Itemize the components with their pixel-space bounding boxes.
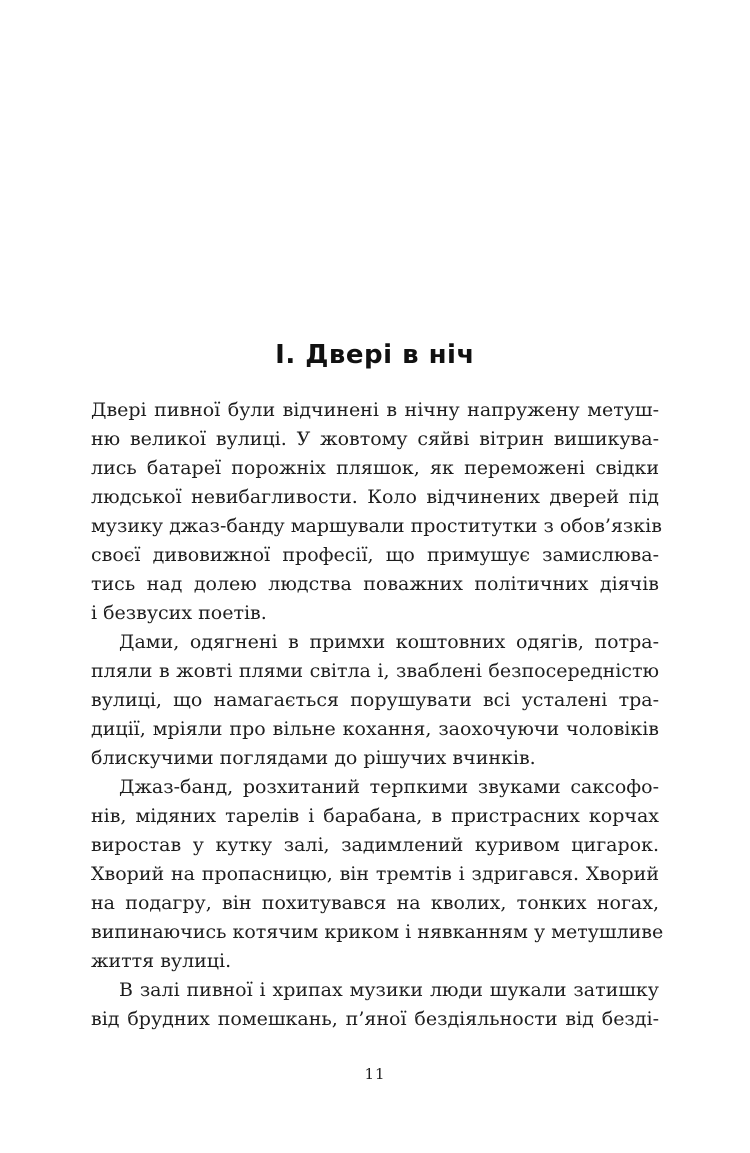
text-line: на подагру, він похитувався на кволих, тонких ногах, <box>91 892 659 914</box>
text-line: Джаз-банд, розхитаний терпкими звуками саксофо- <box>119 776 659 798</box>
page-number: 11 <box>364 1065 386 1083</box>
text-line: ню великої вулиці. У жовтому сяйві вітрин вишикува- <box>91 428 659 450</box>
text-line: В залі пивної і хрипах музики люди шукали затишку <box>119 979 659 1001</box>
text-block <box>91 396 664 1034</box>
text-line: випинаючись котячим криком і нявканням у метушливе <box>91 921 664 943</box>
text-line: вулиці, що намагається порушувати всі усталені тра- <box>91 689 659 711</box>
text-line: нів, мідяних тарелів і барабана, в пристрасних корчах <box>91 805 659 827</box>
text-line: і безвусих поетів. <box>91 602 267 624</box>
text-line: виростав у кутку залі, задимлений куривом цигарок. <box>91 834 659 856</box>
text-line: Хворий на пропасницю, він тремтів і здригався. Хворий <box>91 863 659 885</box>
text-line: блискучими поглядами до рішучих вчинків. <box>91 747 536 769</box>
text-line: пляли в жовті плями світла і, зваблені безпосередністю <box>91 660 659 682</box>
text-line: людської невибагливости. Коло відчинених дверей під <box>91 486 659 508</box>
text-line: Дами, одягнені в примхи коштовних одягів, потра- <box>119 631 659 653</box>
text-line: своєї дивовижної професії, що примушує замислюва- <box>91 544 659 566</box>
chapter-title: І. Двері в ніч <box>275 340 475 370</box>
text-line: від брудних помешкань, п’яної бездіяльности від безді- <box>91 1008 659 1030</box>
text-line: лись батареї порожніх пляшок, як переможені свідки <box>91 457 659 479</box>
text-line: Двері пивної були відчинені в нічну напружену метуш- <box>91 399 659 421</box>
text-line: тись над долею людства поважних політичних діячів <box>91 573 659 595</box>
text-line: життя вулиці. <box>91 950 232 972</box>
text-line: музику джаз-банду маршували проститутки з обов’язків <box>91 515 662 537</box>
text-line: диції, мріяли про вільне кохання, заохочуючи чоловіків <box>91 718 659 740</box>
